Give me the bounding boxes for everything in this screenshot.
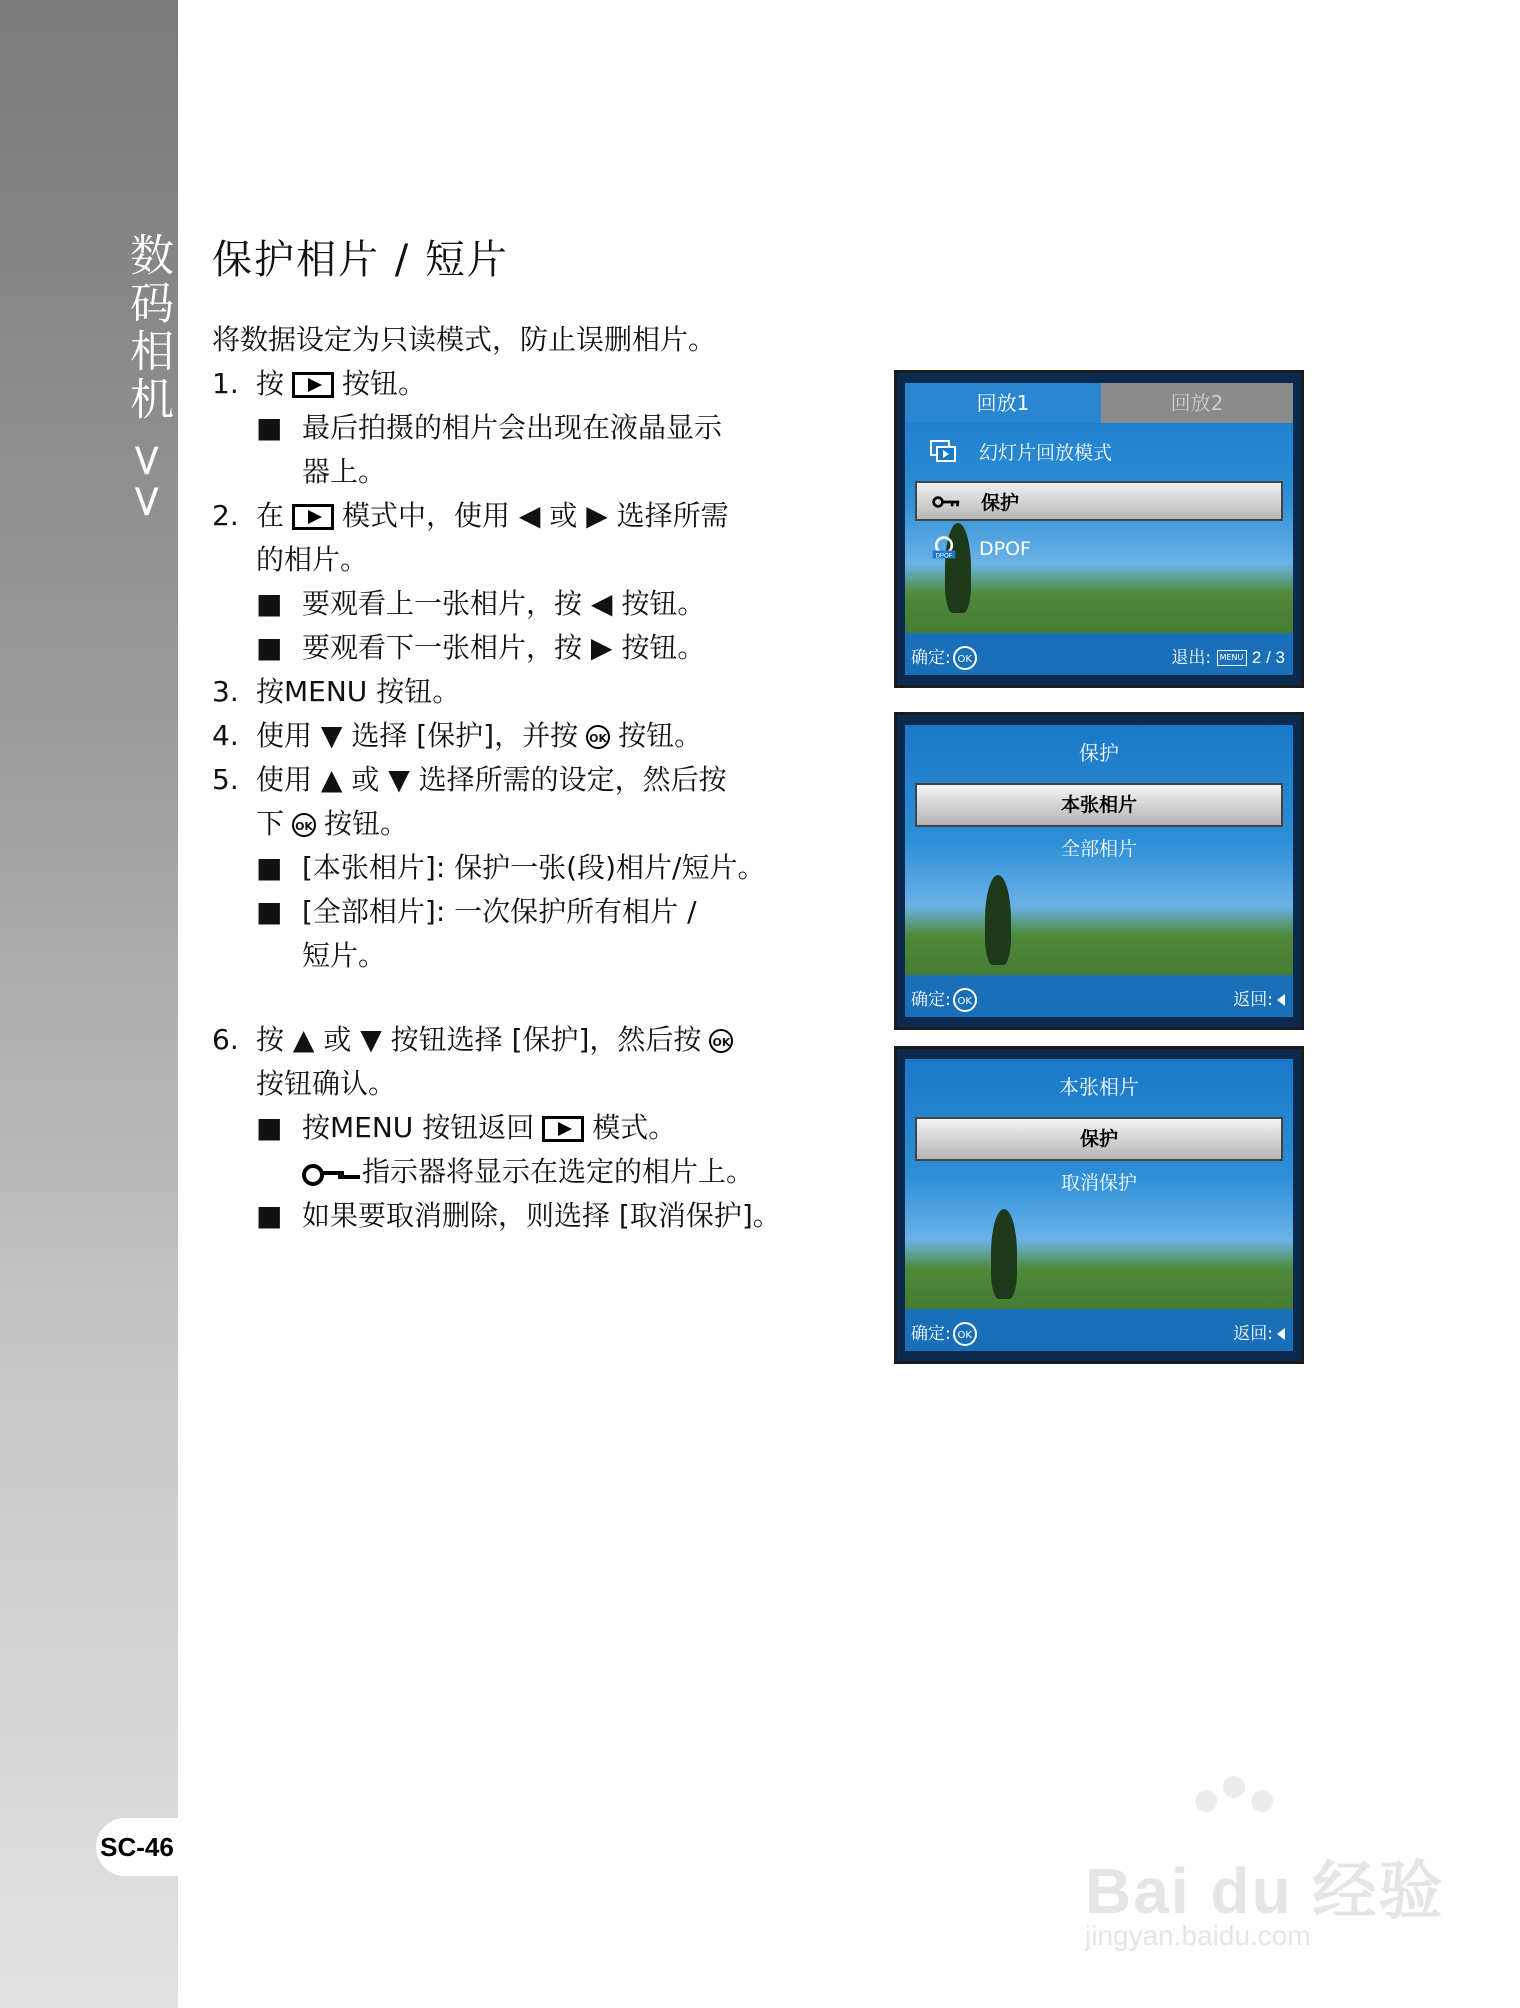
step-6-note: [212, 1150, 812, 1194]
confirm-label: 确定:: [911, 648, 951, 668]
play-icon: [542, 1116, 584, 1142]
screen-footer: [905, 633, 1293, 675]
paw-icon: [1223, 1776, 1245, 1798]
page-indicator: 2 / 3: [1251, 648, 1285, 667]
screen-footer: [905, 1309, 1293, 1351]
intro: 将数据设定为只读模式，防止误删相片。: [212, 323, 717, 356]
step-text: 使用 ▲ 或 ▼ 选择所需的设定，然后按: [256, 763, 727, 796]
bullet-icon: ■: [256, 587, 283, 620]
confirm-hint: [911, 1319, 977, 1346]
back-arrow-icon: [1277, 1328, 1285, 1340]
key-icon: [302, 1163, 346, 1183]
ok-icon: OK: [953, 988, 977, 1012]
step-text: 按钮。: [324, 807, 409, 840]
option-this-photo[interactable]: 本张相片: [915, 783, 1283, 827]
confirm-label: 确定:: [911, 990, 951, 1010]
bullet-text: 要观看下一张相片，按 ▶ 按钮。: [302, 631, 706, 664]
step-number: 2.: [212, 499, 239, 532]
sidebar: [0, 0, 178, 2008]
bullet-icon: ■: [256, 851, 283, 884]
submenu-header: 本张相片: [1059, 1075, 1139, 1099]
step-5-bullet-2-cont: 短片。: [302, 939, 387, 972]
option-all-photos[interactable]: 全部相片: [1060, 838, 1137, 860]
step-text: 按 ▲ 或 ▼ 按钮选择 [保护]，然后按: [256, 1023, 702, 1056]
exit-hint: [1171, 643, 1285, 668]
bullet-icon: ■: [256, 895, 283, 928]
tree-image: [985, 875, 1011, 965]
step-3: [212, 670, 812, 714]
note-text: 指示器将显示在选定的相片上。: [362, 1155, 755, 1188]
page-title: 保护相片 / 短片: [212, 237, 509, 283]
step-text: 模式中，使用 ◀ 或 ▶ 选择所需: [342, 499, 729, 532]
step-1-bullet: [212, 406, 812, 450]
step-5: [212, 758, 812, 802]
menu-item-dpof[interactable]: [915, 529, 1283, 569]
step-number: 4.: [212, 719, 239, 752]
menu-item-label: 幻灯片回放模式: [979, 442, 1113, 464]
slideshow-icon: [929, 439, 959, 465]
back-label: 返回:: [1233, 990, 1273, 1010]
back-hint: [1233, 985, 1285, 1010]
page-number: SC-46: [96, 1818, 178, 1876]
step-text: 按MENU 按钮。: [256, 675, 461, 708]
step-2-bullet-1: [212, 582, 812, 626]
lcd-background: [905, 1059, 1293, 1351]
bullet-icon: ■: [256, 1111, 283, 1144]
dpof-icon: [929, 535, 959, 561]
camera-screen-protect-submenu: [894, 712, 1304, 1030]
watermark-brand: Bai du 经验: [1085, 1855, 1445, 1927]
bullet-text: [本张相片]: 保护一张(段)相片/短片。: [302, 851, 766, 884]
play-icon: [292, 372, 334, 398]
step-number: 6.: [212, 1023, 239, 1056]
option-unprotect[interactable]: 取消保护: [1060, 1172, 1137, 1194]
step-text: 按钮。: [342, 367, 427, 400]
step-text: 按: [256, 367, 285, 400]
step-number: 5.: [212, 763, 239, 796]
tab-playback-1[interactable]: 回放1: [905, 383, 1101, 423]
step-number: 1.: [212, 367, 239, 400]
baidu-watermark: [1065, 1770, 1445, 1950]
bullet-text: 模式。: [592, 1111, 677, 1144]
bullet-icon: ■: [256, 411, 283, 444]
menu-item-label: 保护: [981, 492, 1020, 514]
tab-playback-2[interactable]: 回放2: [1101, 383, 1293, 423]
submenu-header: 保护: [1079, 741, 1119, 765]
step-text: 使用 ▼ 选择 [保护]，并按: [256, 719, 579, 752]
step-1-bullet-cont: 器上。: [302, 455, 387, 488]
menu-button-icon: MENU: [1217, 650, 1247, 666]
step-6-bullet-1: [212, 1106, 812, 1150]
step-1: [212, 362, 812, 406]
bullet-text: 最后拍摄的相片会出现在液晶显示: [302, 411, 723, 444]
step-text: 下: [256, 807, 285, 840]
ok-icon: OK: [709, 1029, 733, 1053]
step-5-bullet-2: [212, 890, 812, 934]
step-6-cont: 按钮确认。: [256, 1067, 397, 1100]
back-arrow-icon: [1277, 994, 1285, 1006]
step-5-cont: [212, 802, 812, 846]
key-icon: [931, 489, 961, 515]
camera-screen-playback-menu: [894, 370, 1304, 688]
screen-footer: [905, 975, 1293, 1017]
menu-tabs: [905, 383, 1293, 423]
step-6: [212, 1018, 812, 1062]
bullet-text: 按MENU 按钮返回: [302, 1111, 535, 1144]
ok-icon: OK: [953, 646, 977, 670]
instructions: [212, 318, 812, 1238]
menu-item-slideshow[interactable]: [915, 433, 1283, 473]
bullet-text: [全部相片]: 一次保护所有相片 /: [302, 895, 697, 928]
confirm-hint: [911, 643, 977, 670]
play-icon: [292, 504, 334, 530]
ok-icon: OK: [953, 1322, 977, 1346]
step-text: 在: [256, 499, 285, 532]
sidebar-title: 数码相机 >>: [122, 232, 173, 524]
watermark-url: jingyan.baidu.com: [1085, 1920, 1311, 1951]
step-2: [212, 494, 812, 538]
bullet-icon: ■: [256, 631, 283, 664]
step-text: 按钮。: [618, 719, 703, 752]
step-6-bullet-2: [212, 1194, 812, 1238]
lcd-background: [905, 383, 1293, 675]
camera-screen-this-photo-submenu: [894, 1046, 1304, 1364]
back-label: 返回:: [1233, 1324, 1273, 1344]
bullet-icon: ■: [256, 1199, 283, 1232]
confirm-label: 确定:: [911, 1324, 951, 1344]
tree-image: [991, 1209, 1017, 1299]
bullet-text: 如果要取消删除，则选择 [取消保护]。: [302, 1199, 781, 1232]
lcd-background: [905, 725, 1293, 1017]
step-5-bullet-1: [212, 846, 812, 890]
option-protect[interactable]: 保护: [915, 1117, 1283, 1161]
ok-icon: OK: [586, 725, 610, 749]
ok-icon: OK: [292, 813, 316, 837]
svg-text:DPOF: DPOF: [935, 553, 953, 560]
menu-item-protect[interactable]: [915, 481, 1283, 521]
step-2-cont: 的相片。: [256, 543, 369, 576]
back-hint: [1233, 1319, 1285, 1344]
exit-label: 退出:: [1171, 648, 1212, 668]
paw-icon: [1251, 1790, 1273, 1812]
paw-icon: [1195, 1790, 1217, 1812]
step-4: [212, 714, 812, 758]
step-2-bullet-2: [212, 626, 812, 670]
confirm-hint: [911, 985, 977, 1012]
step-number: 3.: [212, 675, 239, 708]
bullet-text: 要观看上一张相片，按 ◀ 按钮。: [302, 587, 706, 620]
menu-item-label: DPOF: [979, 538, 1031, 560]
